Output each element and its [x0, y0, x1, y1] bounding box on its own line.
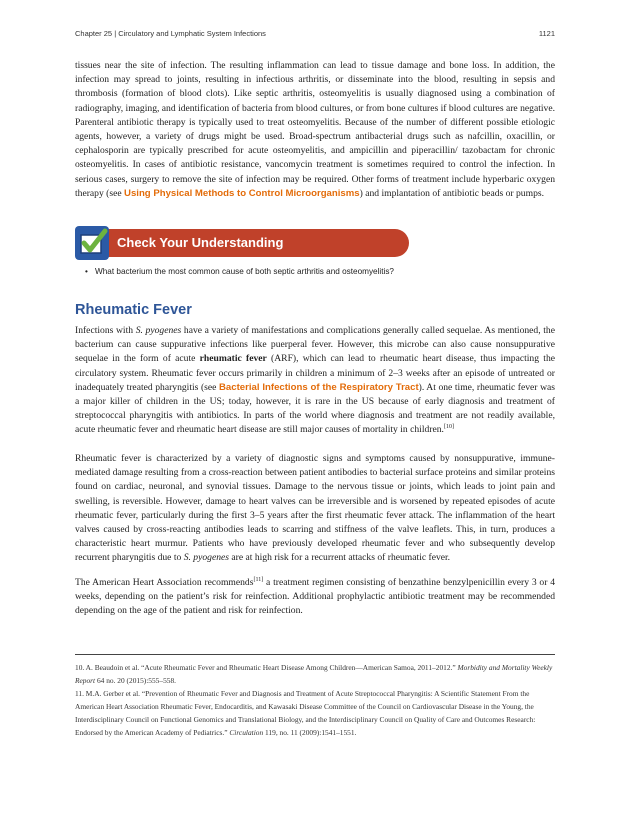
- footnote-text: 10. A. Beaudoin et al. “Acute Rheumatic Fever and Rheumatic Heart Disease Among Children—American Samoa, 2011–2012.”: [75, 663, 458, 672]
- organism-name: S. pyogenes: [183, 552, 229, 564]
- organism-name: S. pyogenes: [135, 325, 182, 336]
- footnote-11: [75, 687, 555, 739]
- paragraph-sequelae: [75, 324, 555, 438]
- link-physical-methods[interactable]: Using Physical Methods to Control Microorganisms: [124, 187, 360, 199]
- link-respiratory-infections[interactable]: Bacterial Infections of the Respiratory Tract: [218, 381, 419, 393]
- section-heading: Rheumatic Fever: [75, 302, 192, 318]
- paragraph-text: ). At one time, rheumatic fever was a major killer of children in the US; today, however, it is rare in the US because of early diagnosis and treatment of streptococcal pharyngitis with antibiotics. In parts of the world where diagnosis and treatment are not readily available, acute rheumatic fever and rheumatic heart disease are still major causes of mortality in children.: [75, 381, 555, 436]
- paragraph-text: Rheumatic fever is characterized by a variety of diagnostic signs and symptoms caused by nonsuppurative, immune-mediated damage resulting from a cross-reaction between patient antibodies to bacterial surface proteins and similar proteins found on cardiac, neuronal, and synovial tissues. Damage to the nervous tissue or joints, which leads to joint pain and swelling, is reversible. However, damage to heart valves can be irreversible and is worsened by repeated episodes of acute rheumatic fever, particularly during the first 3–5 years after the first rheumatic fever attack. The inflammation of the heart valves caused by cross-reacting antibodies leads to scarring and stiffness of the valve leaflets. This, in turn, produces a characteristic heart murmur. Patients who have previously developed rheumatic fever and who subsequently develop recurrent pharyngitis due to: [75, 453, 555, 564]
- footnote-text: 119, no. 11 (2009):1541–1551.: [263, 728, 357, 737]
- journal-title: Circulation: [229, 728, 264, 737]
- paragraph-text: a treatment regimen consisting of benzathine benzylpenicillin every 3 or 4 weeks, depending on the patient’s risk for reinfection. Additional prophylactic antibiotic treatment may be recommended depending on the age of the patient and risk for reinfection.: [75, 577, 555, 617]
- running-header: [75, 29, 555, 38]
- page-number: 1121: [538, 29, 555, 38]
- paragraph-text: Infections with: [75, 325, 136, 336]
- paragraph-text: tissues near the site of infection. The resulting inflammation can lead to tissue damage and bone loss. In addition, the infection may spread to joints, resulting in infectious arthritis, or disseminate into the blood, resulting in sepsis and thrombosis (formation of blood clots). Like septic arthritis, osteomyelitis is usually diagnosed using a combination of radiography, imaging, and identification of bacteria from blood cultures, or from bone cultures if blood cultures are negative. Parenteral antibiotic therapy is typically used to treat osteomyelitis. Because of the number of different possible etiologic agents, however, a variety of drugs might be used. Broad-spectrum antibacterial drugs such as nafcillin, oxacillin, or cephalosporin are typically prescribed for acute osteomyelitis, and ampicillin and piperacillin/ tazobactam for chronic osteomyelitis. In cases of antibiotic resistance, vancomycin treatment is sometimes required to control the infection. In serious cases, surgery to remove the site of infection may be required. Other forms of treatment include hyperbaric oxygen therapy (see: [75, 60, 555, 199]
- footnote-text: 11. M.A. Gerber et al. “Prevention of Rheumatic Fever and Diagnosis and Treatment of Acute Streptococcal Pharyngitis: A Scientific Statement From the American Heart Association Rheumatic Fever, Endocarditis, and Kawasaki Disease Committee of the Council on Cardiovascular Disease in the Young, the Interdisciplinary Council on Functional Genomics and Translational Biology, and the Interdisciplinary Council on Quality of Care and Outcomes Research: Endorsed by the American Academy of Pediatrics.”: [75, 689, 536, 737]
- review-question: • What bacterium the most common cause of both septic arthritis and osteomyelitis?: [95, 267, 394, 276]
- key-term: rheumatic fever: [199, 353, 267, 365]
- paragraph-text: (ARF), which can lead to rheumatic heart disease, thus impacting the circulatory system. Rheumatic fever occurs primarily in children a minimum of 2–3 weeks after an episode of untreated or inadequately treated pharyngitis (see: [75, 353, 555, 393]
- paragraph-text: are at high risk for a recurrent attacks of rheumatic fever.: [229, 552, 451, 564]
- paragraph-osteomyelitis: [75, 59, 555, 201]
- paragraph-text: The American Heart Association recommends: [75, 577, 254, 588]
- paragraph-text: ) and implantation of antibiotic beads or pumps.: [359, 187, 545, 199]
- journal-title: Morbidity and Mortality Weekly Report: [75, 663, 553, 685]
- footnote-divider: [75, 654, 555, 655]
- paragraph-signs-symptoms: [75, 452, 555, 566]
- banner-title: Check Your Understanding: [117, 235, 284, 250]
- footnote-ref-10[interactable]: [10]: [443, 424, 454, 431]
- footnote-ref-11[interactable]: [11]: [253, 576, 264, 583]
- paragraph-treatment: [75, 576, 555, 619]
- footnote-10: [75, 661, 555, 687]
- paragraph-text: have a variety of manifestations and complications generally called sequelae. As mentioned, the bacterium can cause suppurative infections like puerperal fever. However, this microbe can also cause nonsuppurative sequelae in the form of acute: [75, 325, 555, 365]
- checkmark-box-icon: [75, 226, 109, 260]
- footnote-text: 64 no. 20 (2015):555–558.: [95, 676, 177, 685]
- check-your-understanding-banner: [75, 226, 411, 260]
- chapter-title: Chapter 25 | Circulatory and Lymphatic System Infections: [75, 29, 266, 38]
- checkmark-icon: [75, 226, 109, 260]
